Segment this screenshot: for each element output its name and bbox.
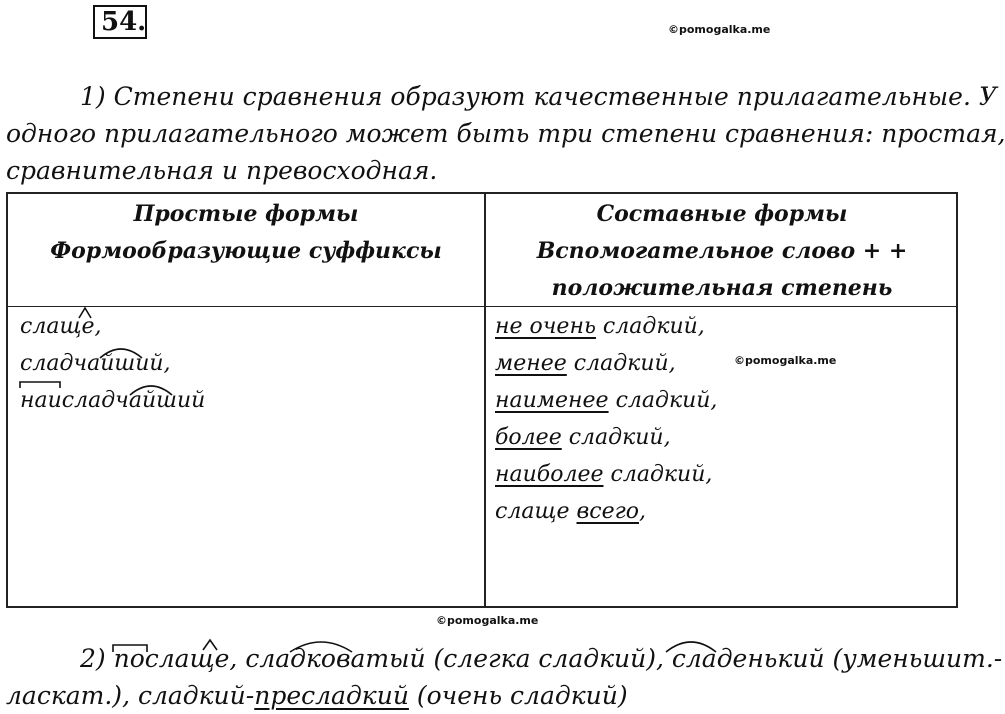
watermark-middle: ©pomogalka.me bbox=[734, 354, 837, 367]
outro-line-2 bbox=[6, 677, 946, 714]
base-word: сладкий, bbox=[561, 425, 671, 450]
right-header-line-3: положительная степень bbox=[551, 275, 893, 301]
intro-line-3: сравнительная и превосходная. bbox=[6, 156, 438, 185]
base-word: сладкий, bbox=[595, 314, 705, 339]
left-header-line-1: Простые формы bbox=[133, 201, 359, 227]
aux-word: наиболее bbox=[495, 462, 604, 487]
right-item-1 bbox=[495, 308, 705, 345]
gloss: (слегка сладкий), bbox=[425, 644, 672, 673]
aux-word: наименее bbox=[495, 388, 609, 413]
forms-table bbox=[6, 192, 958, 608]
punctuation: , bbox=[639, 499, 646, 524]
aux-word: менее bbox=[495, 351, 567, 376]
gloss: (уменьшит.- bbox=[824, 644, 1003, 673]
left-header-line-2: Формообразующие суффиксы bbox=[50, 238, 442, 264]
word-posladshe: послаще bbox=[113, 644, 230, 673]
watermark-bottom: ©pomogalka.me bbox=[436, 614, 539, 627]
intro-line-1: 1) Степени сравнения образуют качественные прилагательные. У bbox=[80, 82, 997, 111]
item-number: 2) bbox=[80, 644, 114, 673]
separator: , bbox=[229, 644, 246, 673]
exercise-number: 54. bbox=[93, 5, 147, 39]
base-word: сладкий, bbox=[603, 462, 713, 487]
right-item-5 bbox=[495, 456, 712, 493]
intro-line-2: одного прилагательного может быть три степени сравнения: простая, bbox=[6, 119, 1005, 148]
right-item-6 bbox=[495, 493, 646, 530]
left-column-header bbox=[8, 196, 484, 270]
right-column-header bbox=[486, 196, 958, 307]
aux-word: более bbox=[495, 425, 562, 450]
base-word: сладкий, bbox=[566, 351, 676, 376]
right-header-line-1: Составные формы bbox=[596, 201, 848, 227]
right-item-3 bbox=[495, 382, 717, 419]
left-item-2: сладчайший, bbox=[20, 351, 171, 376]
right-header-line-2: Вспомогательное слово + + bbox=[536, 238, 908, 264]
gloss: ласкат.), сладкий- bbox=[6, 681, 255, 710]
prefix-word: пресладкий bbox=[254, 681, 409, 710]
aux-word: всего bbox=[576, 499, 639, 524]
word-sladenky: сладенький bbox=[671, 644, 825, 673]
right-item-2 bbox=[495, 345, 676, 382]
watermark-top: ©pomogalka.me bbox=[668, 23, 771, 36]
base-word: сладкий, bbox=[608, 388, 718, 413]
right-item-4 bbox=[495, 419, 671, 456]
left-item-3: наисладчайший bbox=[20, 388, 206, 413]
left-item-1: слаще, bbox=[20, 314, 102, 339]
word-sladkovaty: сладковатый bbox=[245, 644, 426, 673]
gloss: (очень сладкий) bbox=[408, 681, 628, 710]
base-word: слаще bbox=[495, 499, 577, 524]
outro-line-1 bbox=[6, 640, 1003, 677]
aux-word: не очень bbox=[495, 314, 596, 339]
